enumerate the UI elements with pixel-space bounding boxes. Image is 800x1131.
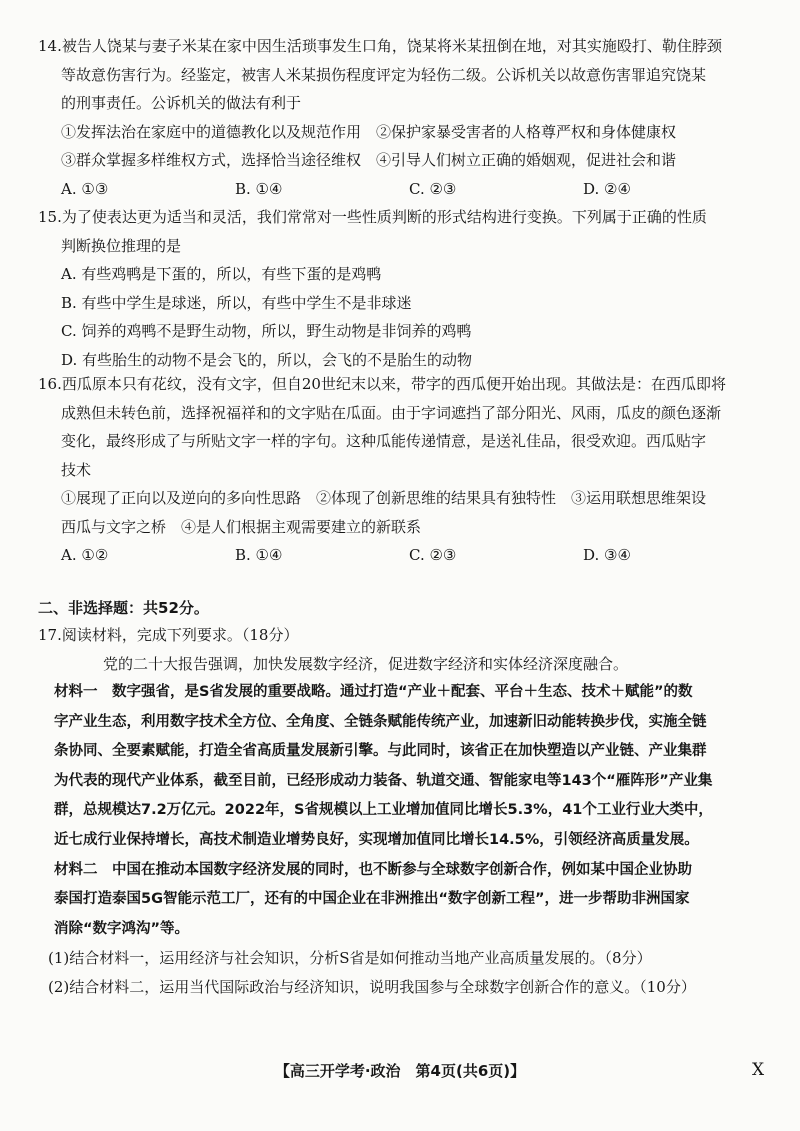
q17-title: 17.阅读材料，完成下列要求。（18分） bbox=[38, 626, 299, 644]
q16-line-2: 成熟但未转色前，选择祝福祥和的文字贴在瓜面。由于字词遮挡了部分阳光、风雨，瓜皮的颜色逐渐 bbox=[61, 403, 722, 422]
q14-statement-1: ①发挥法治在家庭中的道德教化以及规范作用 ②保护家暴受害者的人格尊严权和身体健康权 bbox=[61, 122, 677, 141]
q14-statement-2: ③群众掌握多样维权方式，选择恰当途径维权 ④引导人们树立正确的婚姻观，促进社会和谐 bbox=[61, 151, 677, 169]
q17-material-2 bbox=[38, 856, 758, 945]
q16-option-d: D. ③④ bbox=[583, 546, 631, 564]
q16-line-1: 16.西瓜原本只有花纹，没有文字，但自20世纪末以来，带字的西瓜便开始出现。其做法是：在西瓜即将 bbox=[38, 375, 726, 393]
q16-line-3: 变化，最终形成了与所贴文字一样的字句。这种瓜能传递情意，是送礼佳品，很受欢迎。西瓜贴字 bbox=[61, 432, 707, 450]
q16-option-a: A. ①② bbox=[61, 546, 109, 564]
material-2-line: 消除“数字鸿沟”等。 bbox=[54, 920, 190, 937]
material-1-line: 材料一 数字强省，是S省发展的重要战略。通过打造“产业＋配套、平台＋生态、技术＋赋能”的数 bbox=[54, 684, 693, 700]
footer-mark: X bbox=[752, 1060, 765, 1080]
material-2-line: 材料二 中国在推动本国数字经济发展的同时，也不断参与全球数字创新合作，例如某中国企业协助 bbox=[54, 861, 692, 878]
q17-subquestion-2: (2)结合材料二，运用当代国际政治与经济知识，说明我国参与全球数字创新合作的意义。（10分） bbox=[48, 977, 696, 996]
q15-option-c: C. 饲养的鸡鸭不是野生动物，所以，野生动物是非饲养的鸡鸭 bbox=[61, 322, 472, 340]
material-1-line: 群，总规模达7.2万亿元。2022年，S省规模以上工业增加值同比增长5.3%，41个工业行业大类中， bbox=[54, 802, 713, 819]
section-2-title: 二、非选择题：共52分。 bbox=[38, 599, 209, 617]
material-1-line: 近七成行业保持增长，高技术制造业增势良好，实现增加值同比增长14.5%，引领经济高质量发展。 bbox=[54, 831, 699, 848]
q16-statement-2: 西瓜与文字之桥 ④是人们根据主观需要建立的新联系 bbox=[61, 517, 422, 536]
q15-option-d: D. 有些胎生的动物不是会飞的，所以，会飞的不是胎生的动物 bbox=[61, 350, 473, 369]
q17-subquestion-1: (1)结合材料一，运用经济与社会知识，分析S省是如何推动当地产业高质量发展的。（8分） bbox=[48, 949, 652, 968]
q14-option-a: A. ①③ bbox=[61, 179, 109, 198]
question-17 bbox=[38, 621, 758, 1001]
section-2 bbox=[38, 594, 758, 623]
q17-intro: 党的二十大报告强调，加快发展数字经济，促进数字经济和实体经济深度融合。 bbox=[103, 654, 629, 673]
q16-statement-1: ①展现了正向以及逆向的多向性思路 ②体现了创新思维的结果具有独特性 ③运用联想思维架设 bbox=[61, 489, 707, 507]
question-16 bbox=[38, 370, 758, 570]
q14-options bbox=[38, 175, 758, 204]
q16-line-4: 技术 bbox=[61, 460, 92, 479]
q14-option-d: D. ②④ bbox=[583, 179, 631, 198]
q14-line-2: 等故意伤害行为。经鉴定，被害人米某损伤程度评定为轻伤二级。公诉机关以故意伤害罪追究饶某 bbox=[61, 65, 707, 84]
q16-option-b: B. ①④ bbox=[235, 546, 283, 564]
question-14 bbox=[38, 32, 758, 203]
question-15 bbox=[38, 203, 758, 374]
material-1-line: 条协同、全要素赋能，打造全省高质量发展新引擎。与此同时，该省正在加快塑造以产业链、产业集群 bbox=[54, 743, 707, 760]
q15-option-a: A. 有些鸡鸭是下蛋的，所以，有些下蛋的是鸡鸭 bbox=[61, 265, 382, 283]
q14-line-1: 14.被告人饶某与妻子米某在家中因生活琐事发生口角，饶某将米某扭倒在地，对其实施殴打、勒住脖颈 bbox=[38, 37, 722, 55]
page-footer: 【高三开学考·政治 第4页(共6页)】 bbox=[274, 1062, 526, 1080]
q17-material-1 bbox=[38, 678, 758, 856]
q16-option-c: C. ②③ bbox=[409, 546, 457, 564]
material-1-line: 字产业生态，利用数字技术全方位、全角度、全链条赋能传统产业，加速新旧动能转换步伐，实施全链 bbox=[54, 713, 707, 730]
q15-option-b: B. 有些中学生是球迷，所以，有些中学生不是非球迷 bbox=[61, 293, 412, 312]
q14-option-c: C. ②③ bbox=[409, 179, 457, 198]
material-1-line: 为代表的现代产业体系，截至目前，已经形成动力装备、轨道交通、智能家电等143个“雁阵形”产业集 bbox=[54, 772, 713, 789]
q15-line-1: 15.为了使表达更为适当和灵活，我们常常对一些性质判断的形式结构进行变换。下列属于正确的性质 bbox=[38, 208, 707, 226]
q16-options bbox=[38, 541, 758, 570]
material-2-line: 泰国打造泰国5G智能示范工厂，还有的中国企业在非洲推出“数字创新工程”，进一步帮助非洲国家 bbox=[54, 891, 690, 908]
q14-option-b: B. ①④ bbox=[235, 179, 283, 198]
q15-line-2: 判断换位推理的是 bbox=[61, 236, 182, 255]
q14-line-3: 的刑事责任。公诉机关的做法有利于 bbox=[61, 94, 302, 112]
